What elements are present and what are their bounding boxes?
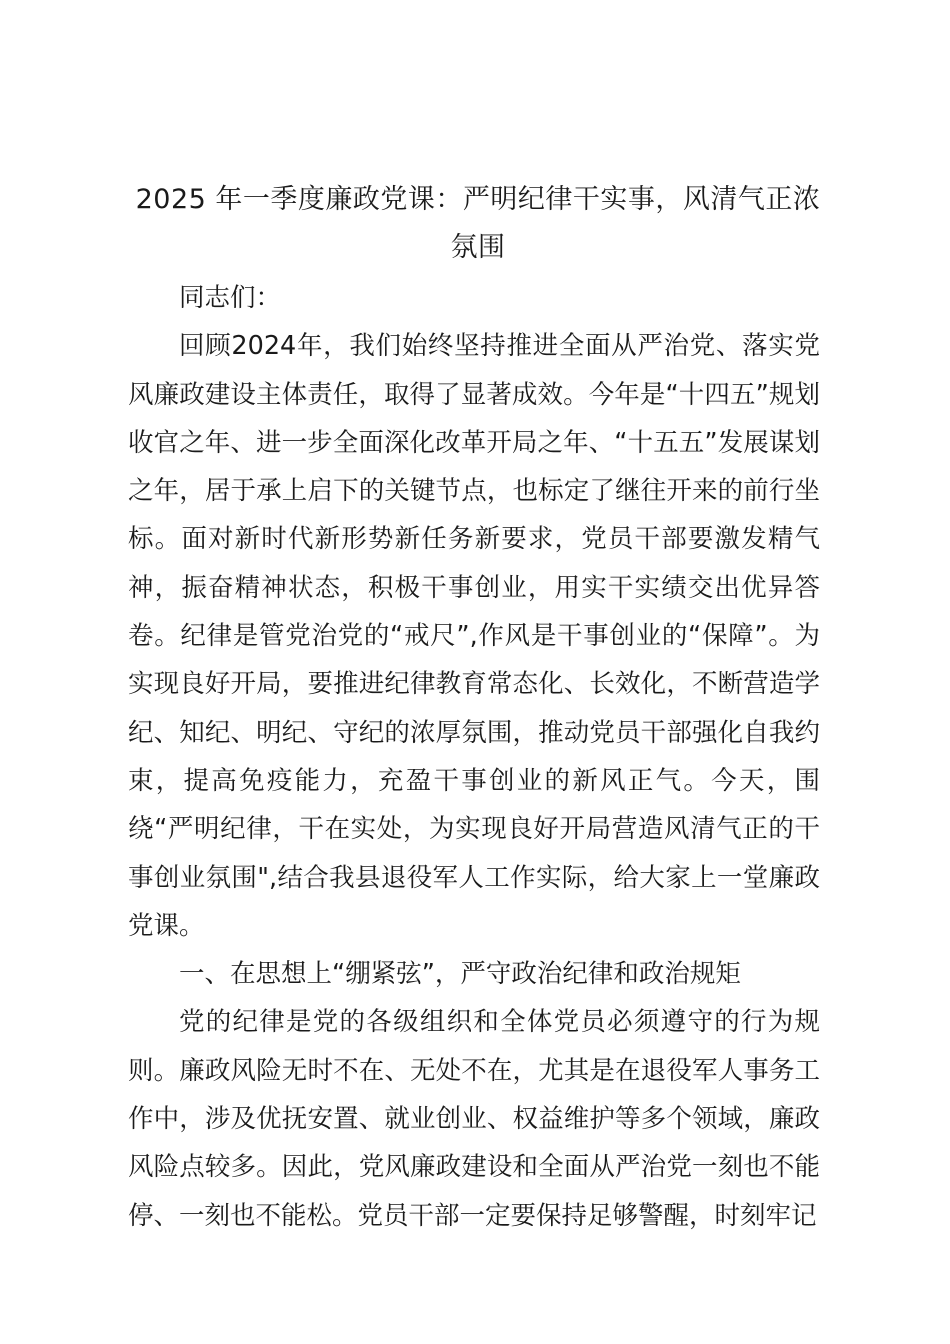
salutation: 同志们： [179, 283, 282, 313]
document-title: 2025 年一季度廉政党课：严明纪律干实事，风清气正浓氛围 [135, 184, 821, 263]
document-body [128, 274, 820, 1240]
section-heading-1: 一、在思想上“绷紧弦”，严守政治纪律和政治规矩 [179, 959, 741, 990]
paragraph-intro: 回顾2024年，我们始终坚持推进全面从严治党、落实党风廉政建设主体责任，取得了显著成效。今年是“十四五”规划收官之年、进一步全面深化改革开局之年、“十五五”发展谋划之年，居于承上启下的关键节点，也标定了继往开来的前行坐标。面对新时代新形势新任务新要求，党员干部要激发精气神，振奋精神状态，积极干事创业，用实干实绩交出优异答卷。纪律是管党治党的“戒尺”,作风是干事创业的“保障”。为实现良好开局，要推进纪律教育常态化、长效化，不断营造学纪、知纪、明纪、守纪的浓厚氛围，推动党员干部强化自我约束，提高免疫能力，充盈干事创业的新风正气。今天，围绕“严明纪律，干在实处，为实现良好开局营造风清气正的干事创业氛围",结合我县退役军人工作实际，给大家上一堂廉政党课。 [128, 331, 820, 941]
paragraph-section-1: 党的纪律是党的各级组织和全体党员必须遵守的行为规则。廉政风险无时不在、无处不在，尤其是在退役军人事务工作中，涉及优抚安置、就业创业、权益维护等多个领域，廉政风险点较多。因此，党风廉政建设和全面从严治党一刻也不能停、一刻也不能松。党员干部一定要保持足够警醒，时刻牢记 [128, 1007, 820, 1231]
